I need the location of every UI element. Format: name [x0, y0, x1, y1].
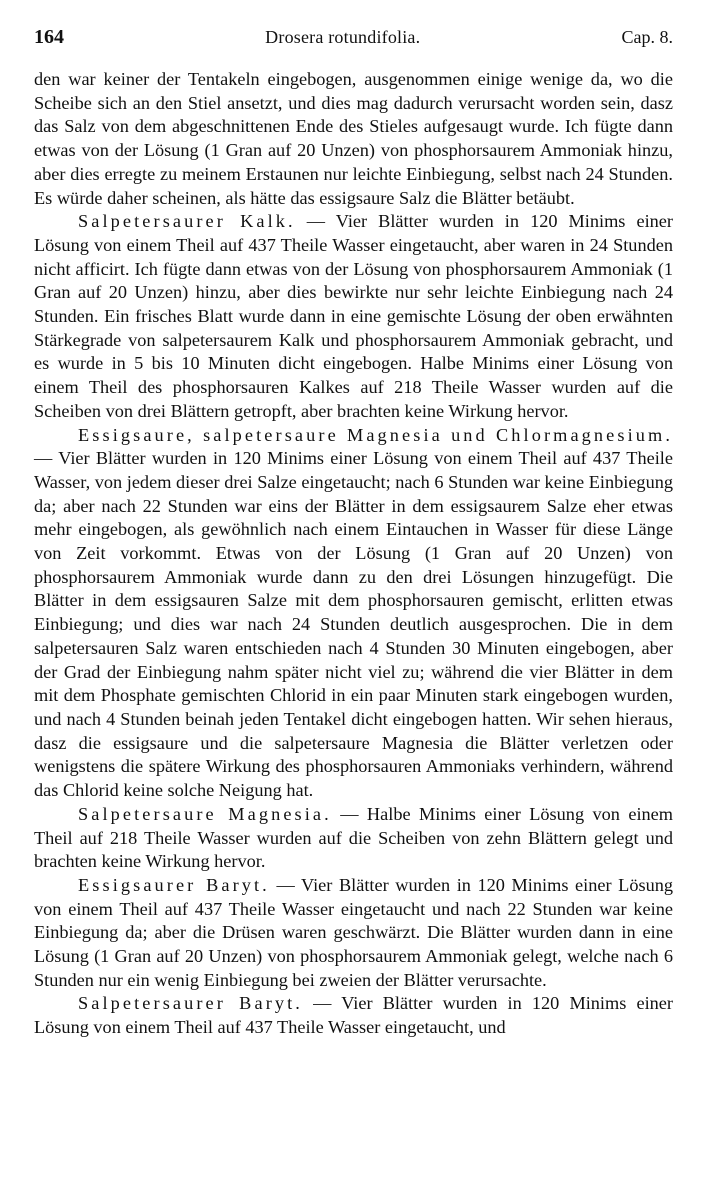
paragraph [34, 992, 673, 1039]
paragraph-lead: Salpetersaure Magnesia. [78, 803, 332, 824]
paragraph [34, 424, 673, 803]
paragraph-text: — Vier Blätter wurden in 120 Minims einer Lösung von einem Theil auf 437 Theile Wasser, von jedem dieser drei Salze eingetaucht; nach 6 Stunden war keine Einbiegung da; aber nach 22 Stunden war eins der Blätter in dem essigsaurem Salze eher etwas mehr eingebogen, als gewöhnlich nach einem Eintauchen in Wasser für diese Länge von Zeit vorkommt. Etwas von der Lösung (1 Gran auf 20 Unzen) von phosphorsaurem Ammoniak wurde dann zu den drei Lösungen hinzugefügt. Die Blätter in dem essigsauren Salze mit dem phosphorsauren gemischt, erlitten etwas Einbiegung; und dies war nach 24 Stunden deutlich ausgesprochen. Die in dem salpetersauren Salz waren entschieden nach 4 Stunden 30 Minuten eingebogen, aber der Grad der Einbiegung nahm später nicht viel zu; während die vier Blätter in dem mit dem Phosphate gemischten Chlorid in ein paar Minuten stark eingebogen wurden, und nach 4 Stunden beinah jeden Tentakel dicht eingebogen hatten. Wir sehen hieraus, dasz die essigsaure und die salpetersaure Magnesia die Blätter verletzen oder wenigstens die spätere Wirkung des phosphorsauren Ammoniaks verhindern, während das Chlorid keine solche Neigung hat. [34, 448, 673, 801]
body-text [34, 68, 673, 1040]
paragraph-text: — Halbe Minims einer Lösung von einem Theil auf 218 Theile Wasser wurden auf die Scheiben von zehn Blättern gelegt und brachten keine Wirkung hervor. [34, 803, 674, 872]
paragraph-text: — Vier Blätter wurden in 120 Minims einer Lösung von einem Theil auf 437 Theile Wasser eingetaucht, aber waren in 24 Stunden nicht afficirt. Ich fügte dann etwas von der Lösung von phosphorsaurem Ammoniak (1 Gran auf 20 Unzen) hinzu, aber dies bewirkte nur sehr leichte Einbiegung nach 24 Stunden. Ein frisches Blatt wurde dann in eine gemischte Lösung der oben erwähnten Stärkegrade von salpetersaurem Kalk und phosphorsaurem Ammoniak gebracht, und es wurde in 5 bis 10 Minuten dicht eingebogen. Halbe Minims einer Lösung von einem Theil des phosphorsauren Kalkes auf 218 Theile Wasser wurden auf die Scheiben von drei Blättern getropft, aber brachten keine Wirkung hervor. [34, 211, 673, 421]
paragraph [34, 210, 673, 423]
paragraph-lead: Salpetersaurer Baryt. [78, 993, 303, 1014]
paragraph-text: den war keiner der Tentakeln eingebogen, ausgenommen einige wenige da, wo die Scheibe sich an den Stiel ansetzt, und dies mag dadurch verursacht worden sein, dasz das Salz von dem abgeschnittenen Ende des Stieles aufgesaugt wurde. Ich fügte dann etwas von der Lösung (1 Gran auf 20 Unzen) von phosphorsaurem Ammoniak hinzu, aber dies erregte zu meinem Erstaunen nur leichte Einbiegung, selbst nach 24 Stunden. Es würde daher scheinen, als hätte das essigsaure Salz die Blätter betäubt. [34, 69, 673, 208]
paragraph-text: — Vier Blätter wurden in 120 Minims einer Lösung von einem Theil auf 437 Theile Wasser eingetaucht, und [34, 993, 673, 1038]
running-title: Drosera rotundifolia. [265, 27, 421, 47]
paragraph-lead: Essigsaure, salpetersaure Magnesia und Chlormagnesium. [78, 424, 673, 445]
paragraph-lead: Essigsaurer Baryt. [78, 874, 270, 895]
chapter-label: Cap. 8. [621, 27, 673, 47]
paragraph-lead: Salpetersaurer Kalk. [78, 211, 296, 232]
page-number: 164 [34, 26, 64, 48]
paragraph [34, 803, 673, 874]
paragraph-text: — Vier Blätter wurden in 120 Minims einer Lösung von einem Theil auf 437 Theile Wasser eingetaucht und nach 22 Stunden war keine Einbiegung da; aber die Drüsen waren geschwärzt. Die Blätter wurden dann in eine Lösung (1 Gran auf 20 Unzen) von phosphorsaurem Ammoniak gelegt, welche nach 6 Stunden nur ein wenig Einbiegung bei zweien der Blätter verursachte. [34, 874, 673, 990]
page-header [34, 26, 673, 49]
paragraph [34, 874, 673, 993]
paragraph [34, 68, 673, 210]
